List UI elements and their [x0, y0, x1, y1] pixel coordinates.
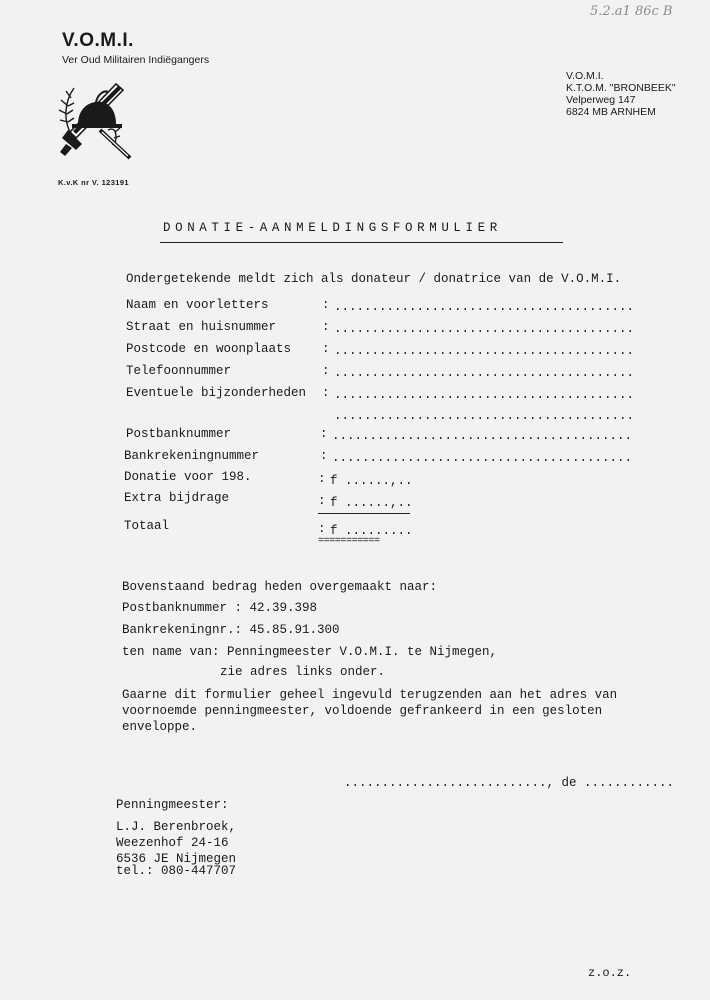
fill-line-straat[interactable]: ........................................: [334, 322, 635, 336]
kvk-number: K.v.K nr V. 123191: [58, 178, 129, 187]
field-label-bijzonderheden: Eventuele bijzonderheden: [126, 386, 307, 400]
field-colon: :: [318, 494, 326, 508]
subtotal-rule: [318, 513, 410, 514]
fill-amount-totaal[interactable]: f .........: [330, 524, 413, 538]
field-label-telefoon: Telefoonnummer: [126, 364, 232, 378]
fill-line-bijzonderheden-2[interactable]: ........................................: [334, 409, 635, 423]
field-label-naam: Naam en voorletters: [126, 298, 269, 312]
field-colon: :: [320, 449, 328, 463]
treasurer-street: Weezenhof 24-16: [116, 836, 229, 850]
field-label-bank: Bankrekeningnummer: [124, 449, 260, 463]
organization-subtitle: Ver Oud Militairen Indiëgangers: [62, 54, 210, 66]
field-colon: :: [318, 472, 326, 486]
page-turn-note: z.o.z.: [588, 966, 632, 980]
field-colon: :: [322, 320, 330, 334]
treasurer-name: L.J. Berenbroek,: [116, 820, 237, 834]
field-colon: :: [318, 522, 326, 536]
fill-line-telefoon[interactable]: ........................................: [334, 366, 635, 380]
address-line: Velperweg 147: [566, 94, 636, 106]
fill-line-bijzonderheden[interactable]: ........................................: [334, 388, 635, 402]
field-label-donatie: Donatie voor 198.: [124, 470, 252, 484]
field-label-extra: Extra bijdrage: [124, 491, 230, 505]
field-colon: :: [322, 364, 330, 378]
payment-ten-name: ten name van: Penningmeester V.O.M.I. te Nijmegen,: [122, 645, 498, 659]
field-label-postcode: Postcode en woonplaats: [126, 342, 292, 356]
fill-amount-extra[interactable]: f ......,..: [330, 496, 413, 510]
payment-zie-adres: zie adres links onder.: [220, 665, 386, 679]
payment-intro: Bovenstaand bedrag heden overgemaakt naar:: [122, 580, 438, 594]
address-line: 6824 MB ARNHEM: [566, 106, 656, 118]
organization-name: V.O.M.I.: [62, 30, 134, 51]
address-line: K.T.O.M. "BRONBEEK": [566, 82, 676, 94]
handwritten-archive-note: 5.2.a1 86c B: [590, 4, 673, 19]
payment-postbank: Postbanknummer : 42.39.398: [122, 601, 318, 615]
form-title: DONATIE-AANMELDINGSFORMULIER: [163, 221, 502, 235]
payment-bank: Bankrekeningnr.: 45.85.91.300: [122, 623, 340, 637]
treasurer-city: 6536 JE Nijmegen: [116, 852, 237, 866]
address-line: V.O.M.I.: [566, 70, 604, 82]
field-label-totaal: Totaal: [124, 519, 170, 533]
fill-line-postcode[interactable]: ........................................: [334, 344, 635, 358]
instruction-line: Gaarne dit formulier geheel ingevuld terugzenden aan het adres van: [122, 688, 618, 702]
field-label-straat: Straat en huisnummer: [126, 320, 277, 334]
treasurer-phone: tel.: 080-447707: [116, 864, 237, 878]
instruction-line: voornoemde penningmeester, voldoende gefrankeerd in een gesloten: [122, 704, 603, 718]
instruction-line: enveloppe.: [122, 720, 198, 734]
form-intro: Ondergetekende meldt zich als donateur / donatrice van de V.O.M.I.: [126, 272, 622, 286]
field-colon: :: [322, 298, 330, 312]
address-block: [566, 70, 676, 118]
field-colon: :: [320, 427, 328, 441]
field-label-postbank: Postbanknummer: [126, 427, 232, 441]
fill-line-bank[interactable]: ........................................: [332, 451, 633, 465]
treasurer-heading: Penningmeester:: [116, 798, 229, 812]
fill-line-naam[interactable]: ........................................: [334, 300, 635, 314]
field-colon: :: [322, 386, 330, 400]
place-date-line[interactable]: ..........................., de ............: [344, 776, 675, 790]
fill-line-postbank[interactable]: ........................................: [332, 429, 633, 443]
total-double-rule: ===========: [318, 536, 380, 547]
emblem-logo-icon: [56, 80, 136, 162]
title-underline: [160, 242, 563, 243]
fill-amount-donatie[interactable]: f ......,..: [330, 474, 413, 488]
field-colon: :: [322, 342, 330, 356]
